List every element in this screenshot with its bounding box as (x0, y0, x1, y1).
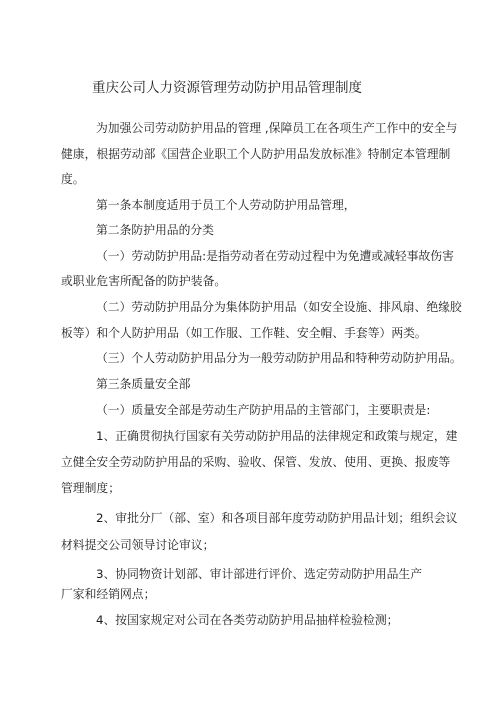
paragraph-intro-line-1: 为加强公司劳动防护用品的管理 ,保障员工在各项生产工作中的安全与 (96, 121, 458, 135)
paragraph-intro-line-3: 度。 (61, 172, 85, 186)
article-3-item-1: （一）质量安全部是劳动生产防护用品的主管部门，主要职责是: (96, 403, 431, 417)
duty-3-line-2: 厂家和经销网点； (61, 587, 156, 601)
article-2-item-2-line-2: 板等）和个人防护用品（如工作服、工作鞋、安全帽、手套等）两类。 (61, 326, 427, 340)
article-2-item-1-line-2: 或职业危害所配备的防护装备。 (61, 274, 227, 288)
article-3-heading: 第三条质量安全部 (96, 377, 191, 391)
duty-4-line-1: 4、按国家规定对公司在各类劳动防护用品抽样检验检测； (96, 613, 399, 627)
duty-2-line-1: 2、审批分厂（部、室）和各项目部年度劳动防护用品计划；组织会议 (96, 511, 458, 525)
paragraph-intro-line-2: 健康，根据劳动部《国营企业职工个人防护用品发放标准》特制定本管理制 (61, 147, 451, 161)
duty-1-line-2: 立健全安全劳动防护用品的采购、验收、保管、发放、使用、更换、报废等 (61, 455, 451, 469)
document-title: 重庆公司人力资源管理劳动防护用品管理制度 (92, 80, 362, 96)
article-2-item-1-line-1: （一）劳动防护用品:是指劳动者在劳动过程中为免遭或减轻事故伤害 (96, 249, 454, 263)
article-1-text: 第一条本制度适用于员工个人劳动防护用品管理， (96, 198, 356, 212)
article-2-item-3: （三）个人劳动防护用品分为一般劳动防护用品和特种劳动防护用品。 (96, 351, 462, 365)
duty-2-line-2: 材料提交公司领导讨论审议； (61, 538, 215, 552)
duty-3-line-1: 3、协同物资计划部、审计部进行评价、选定劳动防护用品生产 (96, 567, 423, 581)
duty-1-line-1: 1、正确贯彻执行国家有关劳动防护用品的法律规定和政策与规定，建 (96, 429, 458, 443)
article-2-heading: 第二条防护用品的分类 (96, 223, 214, 237)
duty-1-line-3: 管理制度； (61, 481, 120, 495)
article-2-item-2-line-1: （二）劳动防护用品分为集体防护用品（如安全设施、排风扇、绝缘胶 (96, 300, 462, 314)
